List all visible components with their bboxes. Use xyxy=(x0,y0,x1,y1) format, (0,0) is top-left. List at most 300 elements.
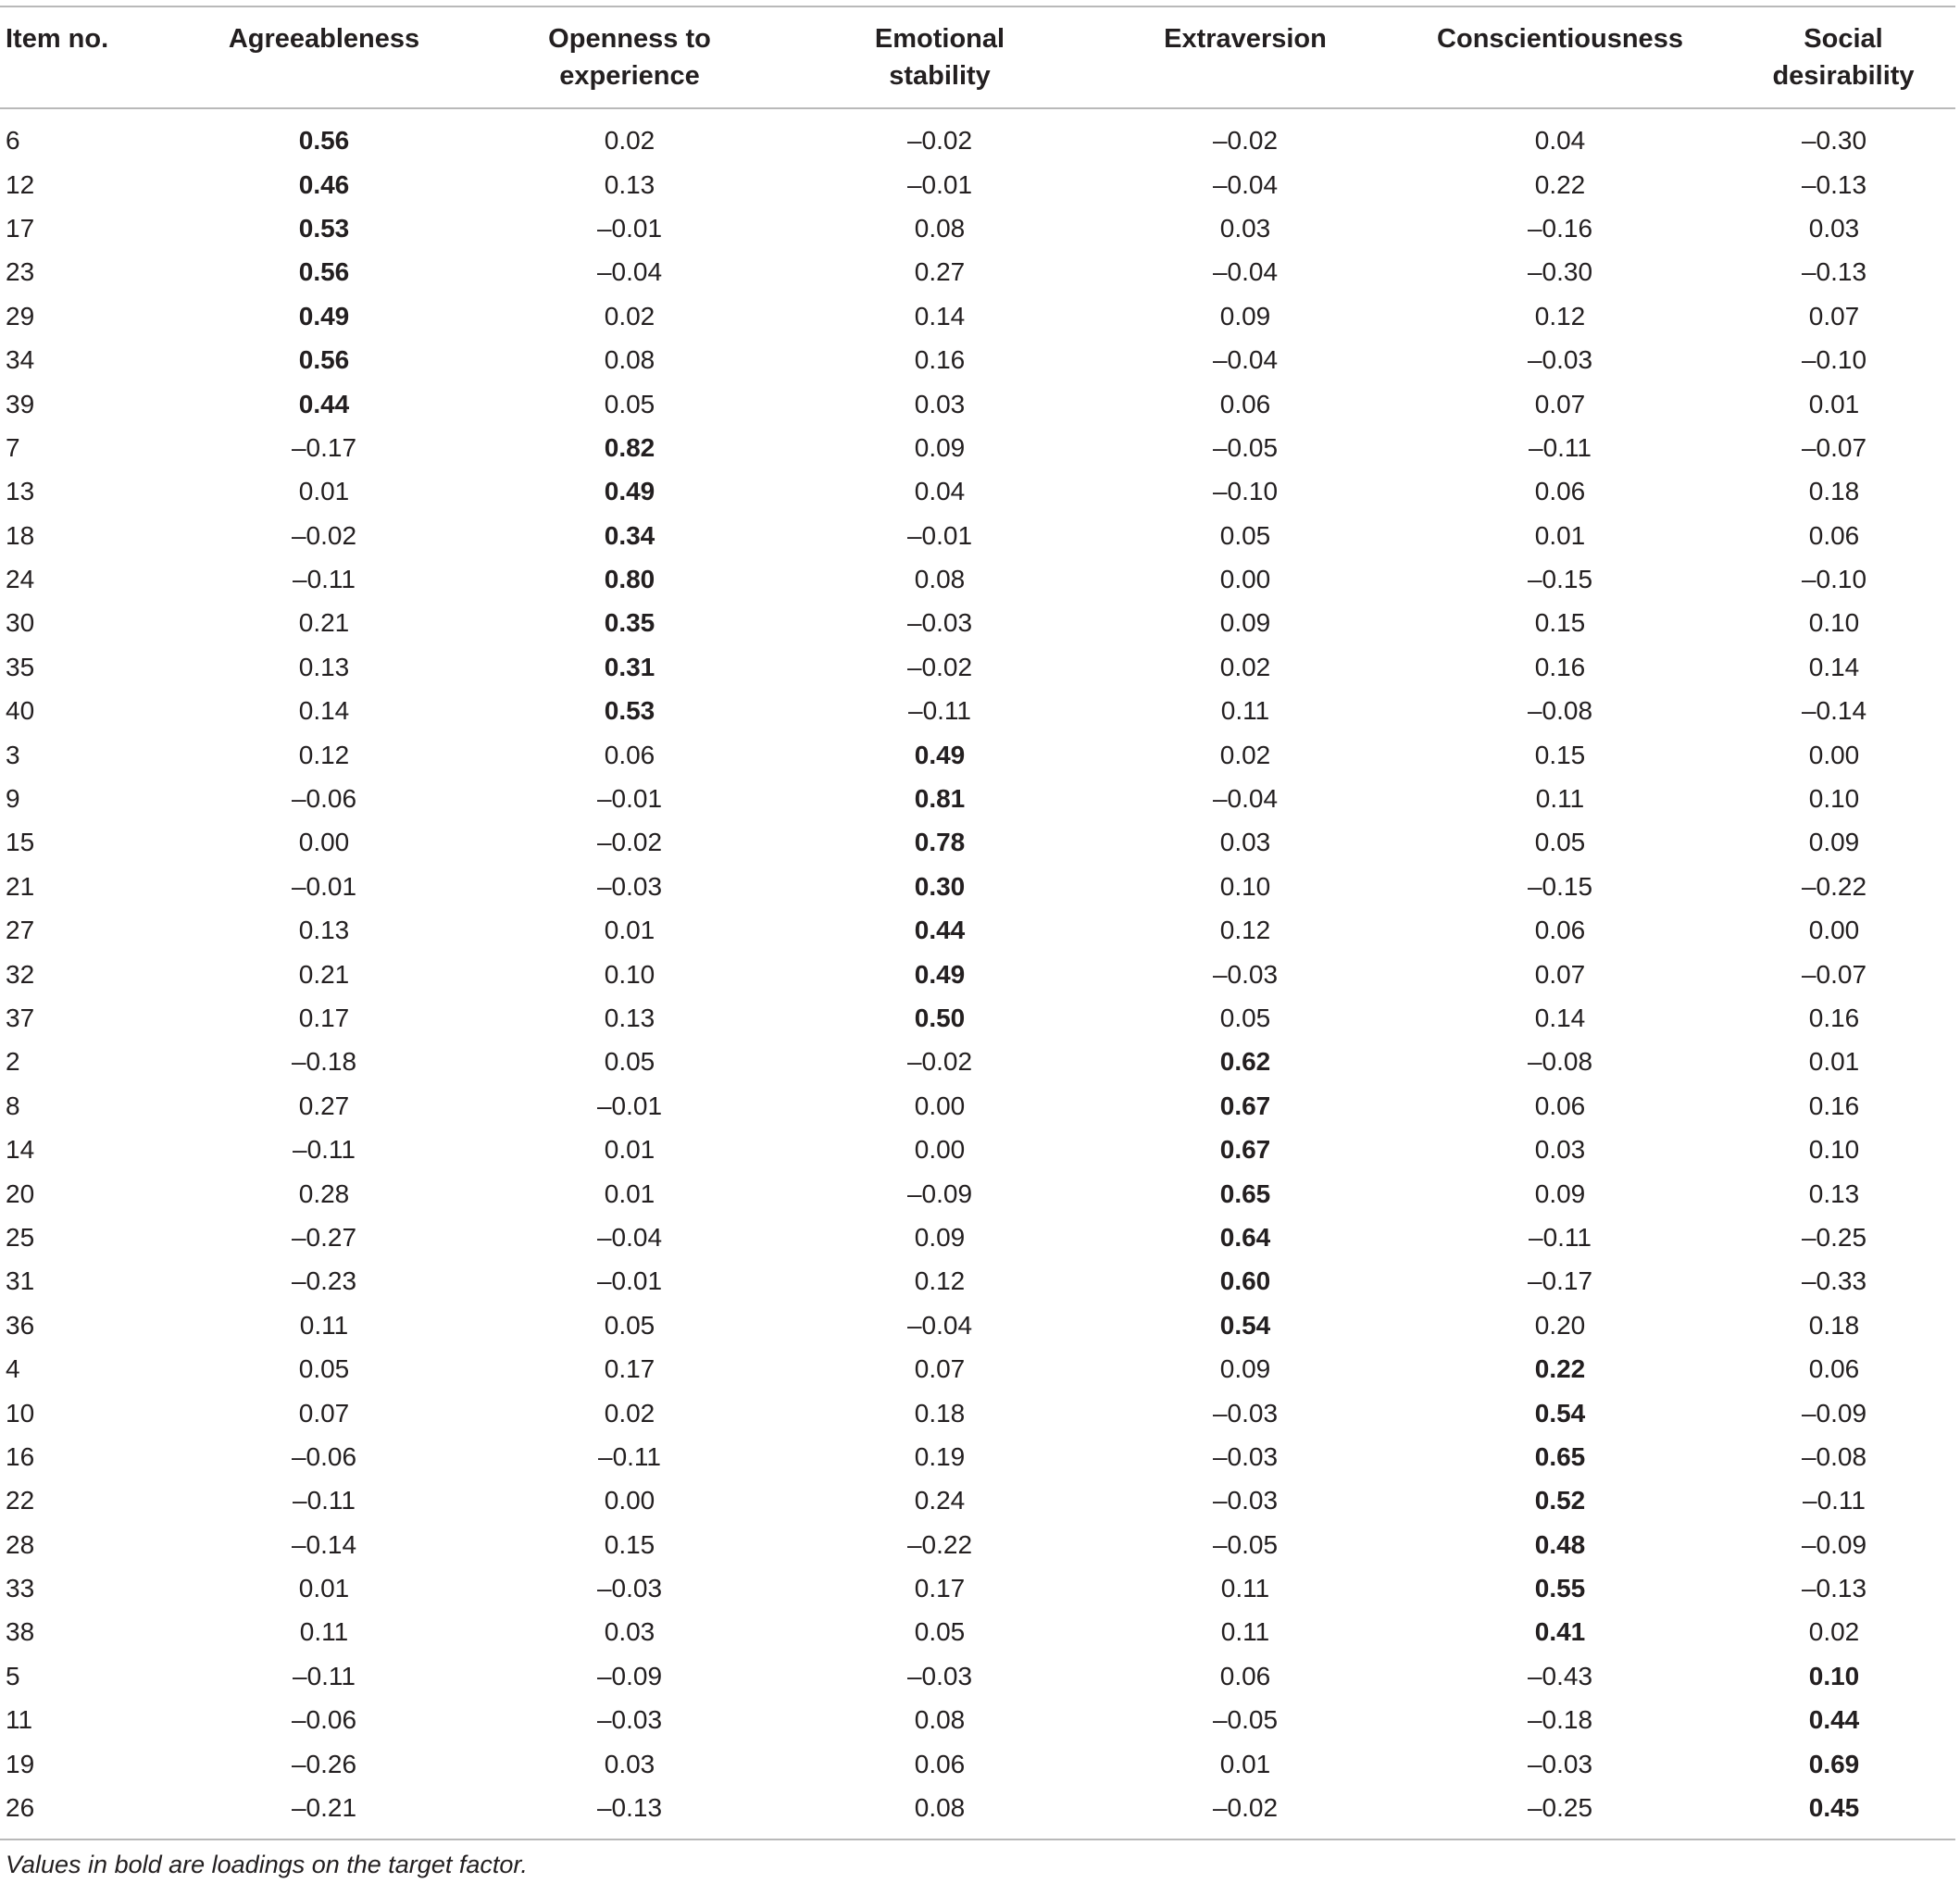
loading-cell: 0.05 xyxy=(298,1354,350,1384)
loading-cell: 0.02 xyxy=(604,301,655,330)
target-loading-cell: 0.55 xyxy=(1534,1574,1586,1603)
loading-cell: 0.14 xyxy=(1808,652,1860,681)
loading-cell: 0.17 xyxy=(604,1354,655,1384)
target-loading-cell: 0.60 xyxy=(1219,1266,1271,1296)
target-loading-cell: 0.34 xyxy=(604,520,655,550)
loading-cell: –0.18 xyxy=(291,1047,357,1077)
loading-cell: –0.13 xyxy=(1801,1574,1867,1603)
loading-cell: 0.11 xyxy=(1220,696,1270,726)
target-loading-cell: 0.67 xyxy=(1219,1091,1271,1120)
loading-cell: –0.04 xyxy=(1212,169,1279,199)
loading-cell: 0.06 xyxy=(1808,1354,1860,1384)
loading-cell: 0.09 xyxy=(1808,828,1860,857)
table-row xyxy=(0,1259,1955,1303)
item-number-cell: 6 xyxy=(6,126,20,156)
loading-cell: 0.02 xyxy=(1219,652,1271,681)
table-row xyxy=(0,1390,1955,1434)
table-row xyxy=(0,1654,1955,1698)
item-number-cell: 24 xyxy=(6,565,35,594)
table-row xyxy=(0,381,1955,425)
loading-cell: 0.12 xyxy=(914,1266,966,1296)
loading-cell: –0.17 xyxy=(1527,1266,1593,1296)
item-number-cell: 18 xyxy=(6,520,35,550)
target-loading-cell: 0.35 xyxy=(604,608,655,638)
loading-cell: –0.03 xyxy=(596,1574,663,1603)
loading-cell: 0.12 xyxy=(1219,916,1271,945)
item-number-cell: 32 xyxy=(6,959,35,989)
loading-cell: 0.21 xyxy=(298,959,350,989)
item-number-cell: 8 xyxy=(6,1091,20,1120)
loading-cell: 0.03 xyxy=(604,1617,655,1647)
loading-cell: –0.25 xyxy=(1801,1222,1867,1252)
item-number-cell: 34 xyxy=(6,345,35,375)
loading-cell: –0.03 xyxy=(1527,345,1593,375)
loading-cell: 0.15 xyxy=(1534,608,1586,638)
table-row xyxy=(0,1435,1955,1478)
item-number-cell: 38 xyxy=(6,1617,35,1647)
loading-cell: –0.11 xyxy=(293,1661,356,1690)
loading-cell: –0.04 xyxy=(596,257,663,287)
item-number-cell: 22 xyxy=(6,1486,35,1515)
loading-cell: 0.09 xyxy=(914,1222,966,1252)
loading-cell: –0.08 xyxy=(1527,696,1593,726)
loading-cell: –0.09 xyxy=(1801,1529,1867,1559)
loading-cell: 0.18 xyxy=(914,1398,966,1428)
loading-cell: –0.11 xyxy=(1803,1486,1866,1515)
table-row xyxy=(0,206,1955,250)
loading-cell: 0.13 xyxy=(604,169,655,199)
loading-cell: 0.06 xyxy=(1534,916,1586,945)
target-loading-cell: 0.52 xyxy=(1534,1486,1586,1515)
loading-cell: 0.17 xyxy=(298,1004,350,1032)
target-loading-cell: 0.44 xyxy=(1808,1705,1860,1735)
item-number-cell: 2 xyxy=(6,1047,20,1077)
loading-cell: 0.14 xyxy=(914,301,966,330)
loading-cell: –0.17 xyxy=(291,432,357,462)
loading-cell: –0.08 xyxy=(1527,1047,1593,1077)
item-number-cell: 12 xyxy=(6,169,35,199)
loading-cell: –0.05 xyxy=(1212,432,1279,462)
item-number-cell: 7 xyxy=(6,432,20,462)
target-loading-cell: 0.41 xyxy=(1534,1617,1586,1647)
loading-cell: 0.02 xyxy=(604,1398,655,1428)
table-body xyxy=(0,108,1955,1839)
loading-cell: –0.01 xyxy=(906,169,973,199)
loading-cell: 0.14 xyxy=(1534,1004,1586,1032)
loading-cell: –0.21 xyxy=(291,1793,357,1823)
loading-cell: 0.05 xyxy=(604,1310,655,1340)
loading-cell: 0.08 xyxy=(914,213,966,243)
loading-cell: –0.01 xyxy=(596,1091,663,1120)
loading-cell: 0.04 xyxy=(1534,126,1586,156)
loading-cell: 0.00 xyxy=(604,1486,655,1515)
loading-cell: –0.02 xyxy=(596,828,663,857)
loading-cell: –0.03 xyxy=(906,608,973,638)
loading-cell: 0.02 xyxy=(1808,1617,1860,1647)
target-loading-cell: 0.67 xyxy=(1219,1135,1271,1165)
target-loading-cell: 0.56 xyxy=(298,257,350,287)
loading-cell: 0.01 xyxy=(1534,520,1586,550)
target-loading-cell: 0.49 xyxy=(914,740,966,769)
item-number-cell: 26 xyxy=(6,1793,35,1823)
loading-cell: –0.08 xyxy=(1801,1441,1867,1471)
column-header-conscientiousness: Conscientiousness xyxy=(1437,24,1683,54)
target-loading-cell: 0.49 xyxy=(298,301,350,330)
loading-cell: 0.00 xyxy=(298,828,350,857)
loading-cell: 0.14 xyxy=(298,696,350,726)
loading-cell: 0.07 xyxy=(914,1354,966,1384)
target-loading-cell: 0.48 xyxy=(1534,1529,1586,1559)
item-number-cell: 31 xyxy=(6,1266,35,1296)
loading-cell: 0.08 xyxy=(604,345,655,375)
item-number-cell: 35 xyxy=(6,652,35,681)
target-loading-cell: 0.44 xyxy=(298,389,350,418)
loading-cell: 0.10 xyxy=(1808,1135,1860,1165)
item-number-cell: 37 xyxy=(6,1004,35,1032)
loading-cell: –0.23 xyxy=(291,1266,357,1296)
loading-cell: 0.13 xyxy=(1808,1178,1860,1208)
loading-cell: –0.03 xyxy=(1212,1398,1279,1428)
target-loading-cell: 0.56 xyxy=(298,345,350,375)
loading-cell: –0.03 xyxy=(1212,1486,1279,1515)
target-loading-cell: 0.53 xyxy=(298,213,350,243)
table-row xyxy=(0,338,1955,381)
table-row xyxy=(0,162,1955,206)
loading-cell: –0.15 xyxy=(1527,871,1593,901)
loading-cell: 0.27 xyxy=(298,1091,350,1120)
loading-cell: 0.03 xyxy=(1219,213,1271,243)
item-number-cell: 3 xyxy=(6,740,20,769)
loading-cell: –0.10 xyxy=(1212,477,1279,506)
loading-cell: 0.16 xyxy=(1534,652,1586,681)
loading-cell: 0.15 xyxy=(604,1529,655,1559)
loading-cell: 0.03 xyxy=(1808,213,1860,243)
table-row xyxy=(0,865,1955,908)
loading-cell: 0.03 xyxy=(1219,828,1271,857)
loading-cell: –0.25 xyxy=(1527,1793,1593,1823)
loading-cell: 0.16 xyxy=(914,345,966,375)
item-number-cell: 13 xyxy=(6,477,35,506)
table-row xyxy=(0,908,1955,952)
loading-cell: 0.01 xyxy=(604,1135,655,1165)
loading-cell: 0.06 xyxy=(604,740,655,769)
table-row xyxy=(0,250,1955,293)
loading-cell: 0.11 xyxy=(1535,784,1585,814)
table-row xyxy=(0,1040,1955,1083)
target-loading-cell: 0.64 xyxy=(1219,1222,1271,1252)
table-row xyxy=(0,777,1955,820)
target-loading-cell: 0.56 xyxy=(298,126,350,156)
loading-cell: –0.04 xyxy=(1212,784,1279,814)
table-row xyxy=(0,1084,1955,1128)
loading-cell: 0.18 xyxy=(1808,477,1860,506)
item-number-cell: 16 xyxy=(6,1441,35,1471)
item-number-cell: 19 xyxy=(6,1749,35,1778)
loading-cell: 0.01 xyxy=(298,1574,350,1603)
table-row xyxy=(0,689,1955,732)
loading-cell: 0.00 xyxy=(914,1091,966,1120)
loading-cell: 0.06 xyxy=(1534,477,1586,506)
target-loading-cell: 0.30 xyxy=(914,871,966,901)
loading-cell: –0.22 xyxy=(906,1529,973,1559)
loading-cell: 0.03 xyxy=(604,1749,655,1778)
loading-cell: –0.06 xyxy=(291,1705,357,1735)
item-number-cell: 17 xyxy=(6,213,35,243)
target-loading-cell: 0.49 xyxy=(604,477,655,506)
loading-cell: 0.11 xyxy=(1220,1574,1270,1603)
loading-cell: –0.04 xyxy=(1212,345,1279,375)
loading-cell: 0.02 xyxy=(604,126,655,156)
table-row xyxy=(0,108,1955,162)
loading-cell: –0.04 xyxy=(596,1222,663,1252)
loading-cell: –0.10 xyxy=(1801,345,1867,375)
loading-cell: –0.30 xyxy=(1527,257,1593,287)
column-header-item-no: Item no. xyxy=(6,24,109,54)
target-loading-cell: 0.10 xyxy=(1808,1661,1860,1690)
loading-cell: –0.02 xyxy=(1212,126,1279,156)
loading-cell: 0.27 xyxy=(914,257,966,287)
item-number-cell: 11 xyxy=(6,1705,33,1735)
loading-cell: –0.09 xyxy=(596,1661,663,1690)
loading-cell: 0.21 xyxy=(298,608,350,638)
item-number-cell: 25 xyxy=(6,1222,35,1252)
table-row xyxy=(0,514,1955,557)
item-number-cell: 30 xyxy=(6,608,35,638)
loading-cell: 0.00 xyxy=(1808,916,1860,945)
target-loading-cell: 0.45 xyxy=(1808,1793,1860,1823)
loading-cell: 0.09 xyxy=(914,432,966,462)
loading-cell: –0.26 xyxy=(291,1749,357,1778)
loading-cell: 0.07 xyxy=(1808,301,1860,330)
table-row xyxy=(0,1128,1955,1171)
target-loading-cell: 0.22 xyxy=(1534,1354,1586,1384)
target-loading-cell: 0.65 xyxy=(1219,1178,1271,1208)
target-loading-cell: 0.53 xyxy=(604,696,655,726)
loading-cell: 0.09 xyxy=(1534,1178,1586,1208)
loading-cell: 0.06 xyxy=(1219,1661,1271,1690)
item-number-cell: 39 xyxy=(6,389,35,418)
loading-cell: –0.04 xyxy=(1212,257,1279,287)
loading-cell: 0.07 xyxy=(1534,389,1586,418)
loading-cell: –0.02 xyxy=(906,126,973,156)
loading-cell: 0.00 xyxy=(1808,740,1860,769)
loading-cell: 0.09 xyxy=(1219,1354,1271,1384)
loading-cell: 0.09 xyxy=(1219,301,1271,330)
item-number-cell: 20 xyxy=(6,1178,35,1208)
loading-cell: 0.03 xyxy=(1534,1135,1586,1165)
item-number-cell: 10 xyxy=(6,1398,35,1428)
loading-cell: 0.16 xyxy=(1808,1091,1860,1120)
loading-cell: –0.09 xyxy=(906,1178,973,1208)
table-row xyxy=(0,952,1955,995)
loading-cell: 0.09 xyxy=(1219,608,1271,638)
loading-cell: 0.16 xyxy=(1808,1004,1860,1032)
loading-cell: –0.03 xyxy=(1212,1441,1279,1471)
item-number-cell: 23 xyxy=(6,257,35,287)
table-row xyxy=(0,645,1955,689)
table-row xyxy=(0,1610,1955,1653)
loading-cell: –0.33 xyxy=(1801,1266,1867,1296)
loading-cell: –0.13 xyxy=(1801,257,1867,287)
target-loading-cell: 0.62 xyxy=(1219,1047,1271,1077)
loading-cell: 0.12 xyxy=(298,740,350,769)
loading-cell: –0.16 xyxy=(1527,213,1593,243)
loading-cell: 0.05 xyxy=(604,1047,655,1077)
loading-cell: 0.05 xyxy=(914,1617,966,1647)
item-number-cell: 33 xyxy=(6,1574,35,1603)
table-row xyxy=(0,1216,1955,1259)
table-header xyxy=(0,6,1955,108)
loading-cell: –0.11 xyxy=(598,1441,661,1471)
loading-cell: –0.01 xyxy=(596,213,663,243)
loading-cell: 0.01 xyxy=(604,916,655,945)
loading-cell: 0.18 xyxy=(1808,1310,1860,1340)
loading-cell: –0.13 xyxy=(596,1793,663,1823)
loading-cell: 0.04 xyxy=(914,477,966,506)
loading-cell: –0.18 xyxy=(1527,1705,1593,1735)
target-loading-cell: 0.65 xyxy=(1534,1441,1586,1471)
column-header-extraversion: Extraversion xyxy=(1164,24,1327,54)
table-row xyxy=(0,1523,1955,1566)
loading-cell: 0.01 xyxy=(604,1178,655,1208)
target-loading-cell: 0.80 xyxy=(604,565,655,594)
loading-cell: 0.11 xyxy=(1220,1617,1270,1647)
loading-cell: –0.01 xyxy=(596,1266,663,1296)
loading-cell: –0.15 xyxy=(1527,565,1593,594)
table-row xyxy=(0,1741,1955,1785)
loading-cell: –0.03 xyxy=(1212,959,1279,989)
loading-cell: 0.11 xyxy=(299,1310,349,1340)
table-row xyxy=(0,1698,1955,1741)
loading-cell: 0.22 xyxy=(1534,169,1586,199)
table-row xyxy=(0,820,1955,864)
loading-cell: –0.13 xyxy=(1801,169,1867,199)
loading-cell: –0.01 xyxy=(291,871,357,901)
target-loading-cell: 0.81 xyxy=(914,784,966,814)
table-row xyxy=(0,601,1955,644)
loading-cell: 0.05 xyxy=(1534,828,1586,857)
loading-cell: –0.11 xyxy=(1529,1222,1592,1252)
loading-cell: –0.02 xyxy=(291,520,357,550)
column-header-agreeableness: Agreeableness xyxy=(228,24,420,54)
item-number-cell: 27 xyxy=(6,916,35,945)
table-row xyxy=(0,1171,1955,1215)
header-row xyxy=(0,6,1955,108)
loading-cell: –0.05 xyxy=(1212,1705,1279,1735)
table-row xyxy=(0,294,1955,338)
factor-loadings-table xyxy=(0,6,1955,1883)
loading-cell: 0.02 xyxy=(1219,740,1271,769)
loading-cell: 0.08 xyxy=(914,1705,966,1735)
item-number-cell: 28 xyxy=(6,1529,35,1559)
item-number-cell: 15 xyxy=(6,828,35,857)
loading-cell: –0.10 xyxy=(1801,565,1867,594)
loading-cell: 0.03 xyxy=(914,389,966,418)
item-number-cell: 5 xyxy=(6,1661,20,1690)
target-loading-cell: 0.78 xyxy=(914,828,966,857)
target-loading-cell: 0.69 xyxy=(1808,1749,1860,1778)
target-loading-cell: 0.49 xyxy=(914,959,966,989)
loading-cell: –0.01 xyxy=(596,784,663,814)
loading-cell: –0.27 xyxy=(291,1222,357,1252)
loading-cell: –0.02 xyxy=(1212,1793,1279,1823)
table-row xyxy=(0,1566,1955,1610)
loading-cell: 0.07 xyxy=(1534,959,1586,989)
loading-cell: 0.01 xyxy=(298,477,350,506)
loading-cell: 0.28 xyxy=(298,1178,350,1208)
column-header-social-desirability: Social desirability xyxy=(1772,24,1915,91)
loading-cell: –0.07 xyxy=(1801,959,1867,989)
loading-cell: –0.11 xyxy=(293,1486,356,1515)
loading-cell: –0.03 xyxy=(906,1661,973,1690)
loading-cell: –0.04 xyxy=(906,1310,973,1340)
loading-cell: –0.14 xyxy=(1801,696,1867,726)
loading-cell: –0.01 xyxy=(906,520,973,550)
loading-cell: 0.15 xyxy=(1534,740,1586,769)
loading-cell: –0.11 xyxy=(1529,432,1592,462)
loading-cell: –0.09 xyxy=(1801,1398,1867,1428)
loading-cell: –0.05 xyxy=(1212,1529,1279,1559)
loading-cell: 0.24 xyxy=(914,1486,966,1515)
loading-cell: 0.05 xyxy=(1219,1004,1271,1032)
loading-cell: –0.14 xyxy=(291,1529,357,1559)
target-loading-cell: 0.44 xyxy=(914,916,966,945)
target-loading-cell: 0.46 xyxy=(298,169,350,199)
loading-cell: 0.10 xyxy=(604,959,655,989)
loading-cell: 0.05 xyxy=(604,389,655,418)
loading-cell: 0.00 xyxy=(914,1135,966,1165)
loading-cell: 0.13 xyxy=(298,916,350,945)
item-number-cell: 21 xyxy=(6,871,35,901)
loading-cell: 0.06 xyxy=(1808,520,1860,550)
loading-cell: –0.43 xyxy=(1527,1661,1593,1690)
footnote-row xyxy=(0,1839,1955,1883)
target-loading-cell: 0.54 xyxy=(1534,1398,1586,1428)
loading-cell: 0.13 xyxy=(604,1004,655,1032)
loading-cell: 0.05 xyxy=(1219,520,1271,550)
loading-cell: 0.08 xyxy=(914,565,966,594)
loading-cell: 0.20 xyxy=(1534,1310,1586,1340)
table-row xyxy=(0,1786,1955,1839)
loading-cell: –0.02 xyxy=(906,1047,973,1077)
item-number-cell: 36 xyxy=(6,1310,35,1340)
item-number-cell: 29 xyxy=(6,301,35,330)
loading-cell: –0.11 xyxy=(293,1135,356,1165)
loading-cell: 0.00 xyxy=(1219,565,1271,594)
loading-cell: 0.01 xyxy=(1808,389,1860,418)
loading-cell: 0.08 xyxy=(914,1793,966,1823)
loading-cell: 0.06 xyxy=(1219,389,1271,418)
item-number-cell: 4 xyxy=(6,1354,20,1384)
loading-cell: 0.12 xyxy=(1534,301,1586,330)
loading-cell: 0.19 xyxy=(914,1441,966,1471)
loading-cell: –0.06 xyxy=(291,1441,357,1471)
loading-cell: 0.06 xyxy=(914,1749,966,1778)
loading-cell: 0.11 xyxy=(299,1617,349,1647)
loading-cell: 0.17 xyxy=(914,1574,966,1603)
column-header-openness: Openness to experience xyxy=(548,24,711,91)
item-number-cell: 40 xyxy=(6,696,35,726)
column-header-emotional-stability: Emotional stability xyxy=(874,24,1005,91)
table-footer xyxy=(0,1839,1955,1883)
target-loading-cell: 0.54 xyxy=(1219,1310,1271,1340)
loading-cell: –0.30 xyxy=(1801,126,1867,156)
table-row xyxy=(0,1303,1955,1347)
loading-cell: –0.03 xyxy=(596,1705,663,1735)
table-row xyxy=(0,557,1955,601)
loading-cell: 0.07 xyxy=(298,1398,350,1428)
loading-cell: 0.13 xyxy=(298,652,350,681)
